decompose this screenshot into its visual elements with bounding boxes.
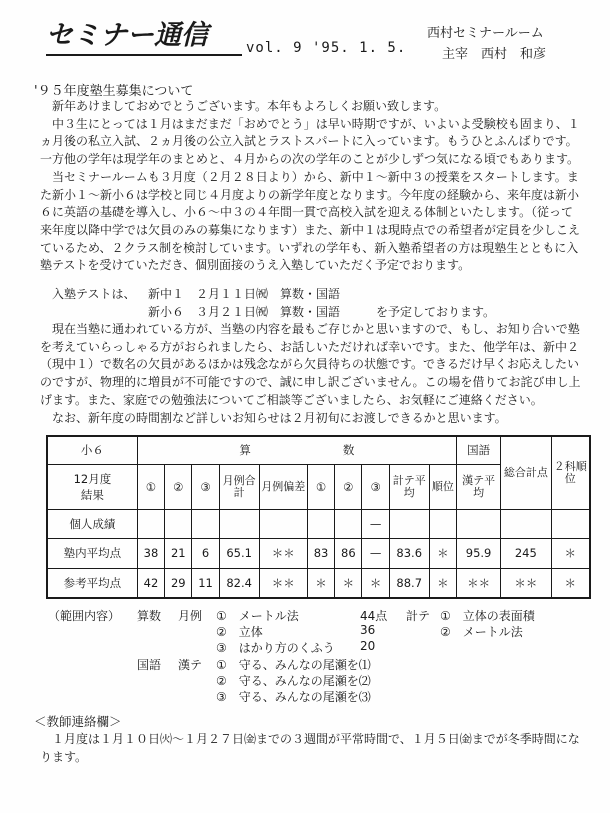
table-row	[47, 568, 590, 598]
range-japanese-label: 国語	[137, 658, 162, 672]
paragraph: 当セミナールームも３月度（２月２８日より）から、新中１～新中３の授業をスタートします。また新小１～新小６は学校と同じ４月度よりの新学年度となります。今年度の経験から、来年度は新小６に英語の基礎を導入し、小６～中３の４年間一貫で高校入試を迎える体制といたします。（従って来年度以降中学では欠員のみの募集になります）また、新中１は現時点での希望者が定員を少しこえているため、２クラス制を検討しています。いずれの学年も、新入塾希望者の方は現塾生とともに入塾テストを受けていただき、個別面接のうえ入塾していただく予定でおります。	[40, 169, 581, 273]
period-label	[47, 464, 137, 509]
table-cell	[457, 509, 501, 538]
range-test-label: 計テ	[406, 609, 431, 623]
row-label: 参考平均点	[47, 568, 137, 598]
table-cell: 88.7	[389, 568, 429, 598]
entrance-test-intro: 入塾テストは、	[52, 287, 136, 301]
table-cell	[219, 509, 259, 538]
table-cell: —	[362, 509, 389, 538]
range-math-label: 算数	[137, 609, 162, 623]
range-kanji-label: 漢テ	[178, 658, 203, 672]
article-body	[40, 98, 582, 275]
range-test-item: ② メートル法	[440, 625, 523, 639]
range-kanji-item: ① 守る、みんなの尾瀬を⑴	[216, 658, 371, 672]
row-label: 個人成績	[47, 509, 137, 538]
range-monthly-item: ③ はかり方のくふう	[216, 641, 335, 655]
range-monthly-label: 月例	[178, 609, 203, 623]
col-header: ②	[165, 464, 192, 509]
director-name: 主宰 西村 和彦	[442, 47, 547, 62]
col-header: ①	[307, 464, 334, 509]
table-cell: 6	[192, 538, 219, 568]
col-header: 月例偏差	[259, 464, 307, 509]
table-cell: ＊＊	[501, 568, 551, 598]
range-label: （範囲内容）	[48, 609, 121, 623]
table-cell	[551, 509, 590, 538]
article-body-continued	[40, 321, 582, 427]
range-monthly-item: ① メートル法	[216, 609, 299, 623]
table-cell	[137, 509, 164, 538]
col-header: ③	[192, 464, 219, 509]
entrance-test-line-1: 新中１ ２月１１日㈷ 算数・国語	[148, 287, 341, 301]
range-monthly-points: 20	[360, 639, 376, 653]
paragraph: なお、新年度の時間割など詳しいお知らせは２月初旬にお渡しできるかと思います。	[52, 410, 507, 425]
table-cell: 38	[137, 538, 164, 568]
table-cell: ＊	[551, 568, 590, 598]
entrance-test-line-2: 新小６ ３月２１日㈷ 算数・国語	[148, 305, 341, 319]
col-header: 順位	[429, 464, 456, 509]
table-cell: ＊	[362, 568, 389, 598]
table-cell: 42	[137, 568, 164, 598]
table-cell: 82.4	[219, 568, 259, 598]
col-header: ③	[362, 464, 389, 509]
grade-label: 小６	[47, 436, 137, 464]
table-cell: —	[362, 538, 389, 568]
table-cell: 86	[335, 538, 362, 568]
table-cell: ＊	[335, 568, 362, 598]
table-cell: 95.9	[457, 538, 501, 568]
teacher-contact-heading: ＜教師連絡欄＞	[34, 714, 122, 729]
paragraph: 新年あけましておめでとうございます。本年もよろしくお願い致します。	[52, 99, 447, 113]
table-cell	[259, 509, 307, 538]
month-label: 12月度	[73, 471, 112, 486]
col-header: ①	[137, 464, 164, 509]
table-cell: ＊＊	[259, 568, 307, 598]
newsletter-logo: セミナー通信	[46, 20, 208, 51]
col-header: 計テ平均	[389, 464, 429, 509]
table-cell	[307, 509, 334, 538]
table-cell	[389, 509, 429, 538]
col-header: ②	[335, 464, 362, 509]
subject-japanese-header: 国語	[457, 436, 501, 464]
result-label: 結果	[80, 487, 104, 502]
table-cell: ＊＊	[259, 538, 307, 568]
range-monthly-points: 36	[360, 623, 376, 637]
table-cell	[501, 509, 551, 538]
table-cell: 29	[165, 568, 192, 598]
table-cell: 83.6	[389, 538, 429, 568]
teacher-contact-text: １月度は１月１０日㈫～１月２７日㈮までの３週間が平常時間で、１月５日㈮までが冬季時間になります。	[40, 732, 580, 764]
range-monthly-points: 44点	[360, 609, 388, 623]
table-cell: 83	[307, 538, 334, 568]
paragraph: 現在当塾に通われている方が、当塾の内容を最もご存じかと思いますので、もし、お知り合いで塾を考えていらっしゃる方がおられましたら、お話しいただければ幸いです。また、他学年は、新中２（現中１）で数名の欠員があるほかは残念ながら欠員待ちの状態です。できるだけ早くお応えしたいのですが、物理的に増員が不可能ですので、誠に申し訳ございません。この場を借りてお詫び申し上げます。また、家庭での勉強法についてご相談等ございましたら、お気軽にご連絡ください。	[40, 322, 581, 407]
results-table	[46, 435, 591, 599]
col-header: 月例合計	[219, 464, 259, 509]
row-label: 塾内平均点	[47, 538, 137, 568]
col-header: 漢テ平均	[457, 464, 501, 509]
table-cell	[165, 509, 192, 538]
range-monthly-item: ② 立体	[216, 625, 263, 639]
organization-name: 西村セミナールーム	[427, 26, 544, 41]
table-cell: ＊	[307, 568, 334, 598]
subject-math-header: 算 数	[137, 436, 456, 464]
table-cell: 245	[501, 538, 551, 568]
table-cell	[429, 509, 456, 538]
article-title: '９５年度塾生募集について	[34, 84, 194, 99]
table-cell: 21	[165, 538, 192, 568]
table-cell: 11	[192, 568, 219, 598]
two-subject-rank-header: ２科順位	[551, 436, 590, 509]
range-kanji-item: ③ 守る、みんなの尾瀬を⑶	[216, 690, 371, 704]
total-score-header: 総合計点	[501, 436, 551, 509]
table-cell: ＊	[429, 568, 456, 598]
table-cell: ＊	[551, 538, 590, 568]
entrance-test-suffix: を予定しております。	[376, 305, 496, 319]
range-test-item: ① 立体の表面積	[440, 609, 535, 623]
table-row	[47, 509, 590, 538]
table-row	[47, 538, 590, 568]
paragraph: 中３生にとっては１月はまだまだ「おめでとう」は早い時期ですが、いよいよ受験校も固まり、１ヵ月後の私立入試、２ヵ月後の公立入試とラストスパートに入っています。もうひとふんばりです。一方他の学年は現学年のまとめと、４月からの次の学年のことが少しずつ気になる頃でもあります。	[40, 116, 580, 167]
table-cell: 65.1	[219, 538, 259, 568]
issue-number: vol. 9 '95. 1. 5.	[246, 40, 407, 56]
range-kanji-item: ② 守る、みんなの尾瀬を⑵	[216, 674, 371, 688]
table-cell	[335, 509, 362, 538]
logo-underline	[46, 54, 242, 56]
table-cell: ＊＊	[457, 568, 501, 598]
table-header-row	[47, 436, 590, 464]
table-cell	[192, 509, 219, 538]
table-cell: ＊	[429, 538, 456, 568]
